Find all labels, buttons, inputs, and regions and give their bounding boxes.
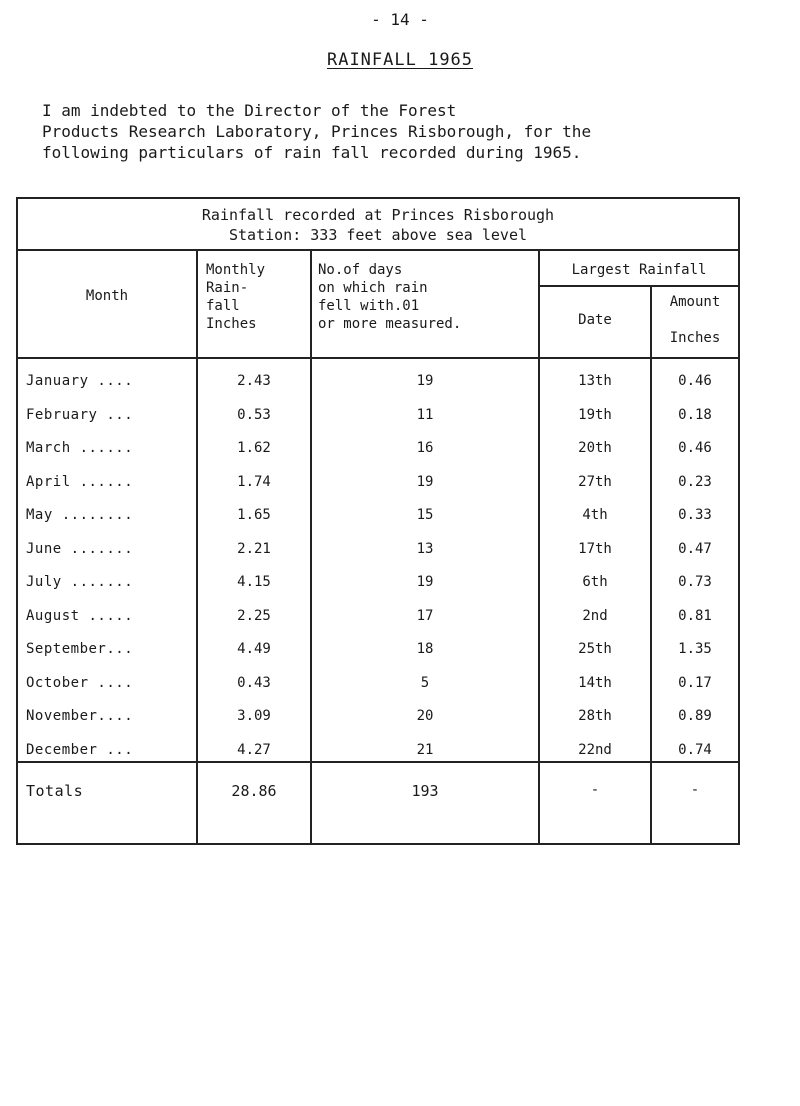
cell-days: 19	[416, 473, 434, 490]
cell-rainfall: 1.65	[237, 507, 271, 523]
cell-month: July .......	[26, 574, 134, 590]
header-amount: Amount Inches	[669, 294, 721, 346]
cell-month: June .......	[26, 540, 134, 557]
cell-amount: 0.18	[678, 406, 712, 423]
cell-amount: 0.47	[678, 540, 712, 557]
totals-amount: -	[690, 782, 700, 798]
cell-rainfall: 2.43	[237, 373, 271, 389]
cell-date: 25th	[578, 641, 612, 657]
totals-rainfall: 28.86	[231, 782, 277, 800]
cell-days: 19	[416, 574, 434, 590]
cell-days: 18	[416, 641, 434, 657]
table-caption	[18, 205, 738, 245]
cell-date: 2nd	[582, 607, 608, 624]
cell-amount: 0.73	[678, 574, 712, 590]
totals-label: Totals	[26, 782, 84, 800]
header-days: No.of days on which rain fell with.01 or more measured.	[318, 262, 462, 332]
table-caption-line2: Station: 333 feet above sea level	[228, 226, 527, 244]
cell-month: November....	[26, 708, 134, 724]
table-caption-line1: Rainfall recorded at Princes Risborough	[201, 206, 555, 224]
cell-date: 14th	[578, 674, 612, 691]
cell-month: February ...	[26, 406, 134, 423]
intro-paragraph: I am indebted to the Director of the Forest Products Research Laboratory, Princes Risborough, for the following particulars of rain fall recorded during 1965.	[42, 101, 592, 162]
header-date: Date	[578, 312, 612, 328]
cell-amount: 1.35	[678, 641, 712, 657]
cell-rainfall: 4.49	[237, 641, 271, 657]
cell-days: 11	[416, 406, 434, 423]
cell-date: 4th	[582, 507, 608, 523]
cell-amount: 0.81	[678, 607, 712, 624]
page-number: - 14 -	[371, 10, 429, 29]
cell-days: 13	[416, 540, 434, 557]
cell-days: 17	[416, 607, 434, 624]
cell-amount: 0.17	[678, 674, 712, 691]
cell-month: September...	[26, 641, 134, 657]
cell-month: April ......	[26, 473, 134, 490]
cell-days: 19	[416, 373, 434, 389]
rule-header	[18, 357, 738, 359]
rule-largest-rainfall	[540, 285, 738, 287]
cell-amount: 0.46	[678, 440, 712, 456]
header-month: Month	[85, 288, 129, 304]
cell-month: March ......	[26, 440, 134, 456]
cell-amount: 0.89	[678, 708, 712, 724]
page-title	[0, 50, 800, 70]
cell-date: 20th	[578, 440, 612, 456]
cell-date: 19th	[578, 406, 612, 423]
cell-days: 5	[420, 674, 430, 691]
header-monthly-rainfall: Monthly Rain- fall Inches	[206, 262, 266, 332]
cell-days: 20	[416, 708, 434, 724]
cell-amount: 0.74	[678, 741, 712, 758]
cell-amount: 0.46	[678, 373, 712, 389]
cell-date: 22nd	[578, 741, 612, 758]
cell-month: December ...	[26, 741, 134, 758]
totals-days: 193	[411, 782, 439, 800]
cell-rainfall: 1.74	[237, 473, 271, 490]
cell-month: October ....	[26, 674, 134, 691]
header-largest-rainfall: Largest Rainfall	[571, 262, 707, 278]
totals-date: -	[590, 782, 600, 798]
cell-rainfall: 4.15	[237, 574, 271, 590]
cell-rainfall: 2.25	[237, 607, 271, 624]
cell-rainfall: 2.21	[237, 540, 271, 557]
cell-days: 15	[416, 507, 434, 523]
rainfall-table	[16, 197, 740, 845]
cell-amount: 0.33	[678, 507, 712, 523]
page-title-text: RAINFALL 1965	[326, 50, 474, 70]
cell-rainfall: 0.43	[237, 674, 271, 691]
cell-days: 16	[416, 440, 434, 456]
cell-date: 6th	[582, 574, 608, 590]
rule-totals	[18, 761, 738, 763]
cell-rainfall: 0.53	[237, 406, 271, 423]
cell-amount: 0.23	[678, 473, 712, 490]
cell-date: 27th	[578, 473, 612, 490]
cell-date: 28th	[578, 708, 612, 724]
cell-days: 21	[416, 741, 434, 758]
cell-date: 13th	[578, 373, 612, 389]
col-divider-4	[650, 285, 652, 843]
cell-rainfall: 4.27	[237, 741, 271, 758]
cell-month: August .....	[26, 607, 134, 624]
cell-rainfall: 1.62	[237, 440, 271, 456]
rule-caption	[18, 249, 738, 251]
cell-rainfall: 3.09	[237, 708, 271, 724]
cell-date: 17th	[578, 540, 612, 557]
cell-month: January ....	[26, 373, 134, 389]
cell-month: May ........	[26, 507, 134, 523]
